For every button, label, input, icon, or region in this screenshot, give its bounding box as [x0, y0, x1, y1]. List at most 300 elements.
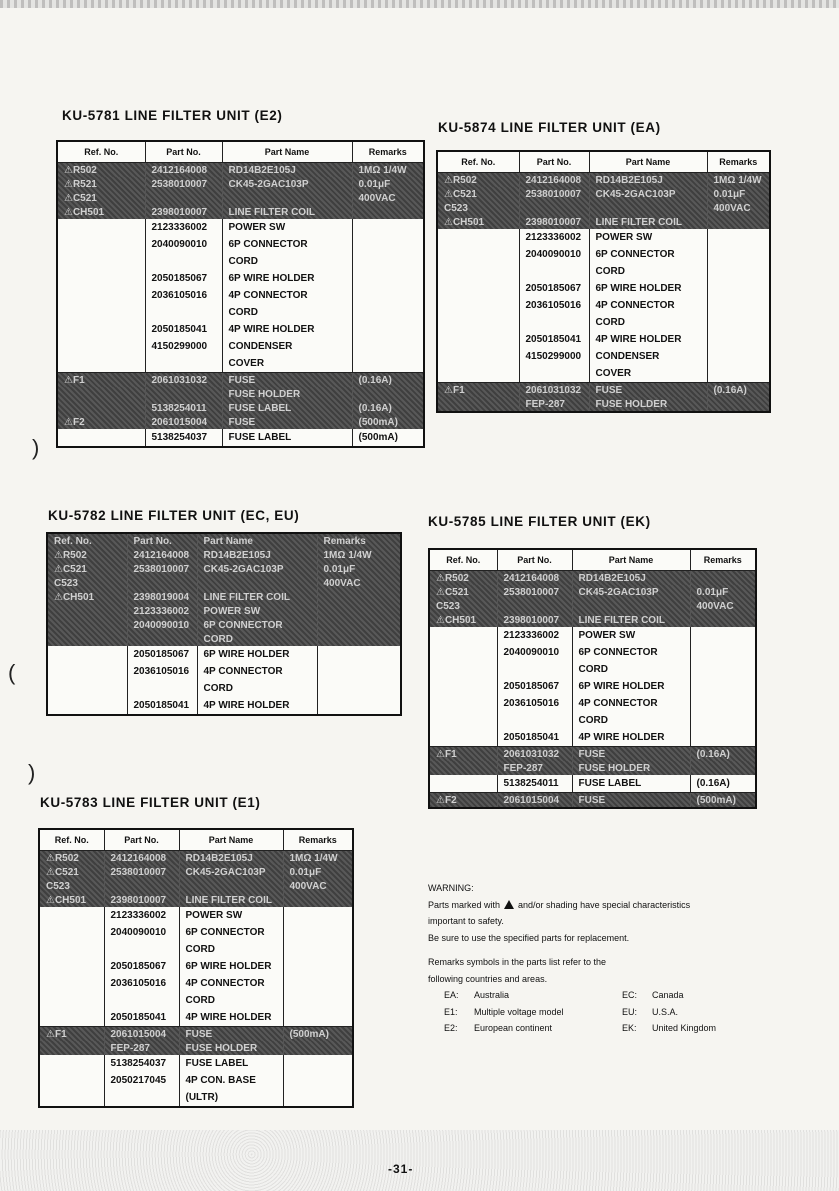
table-row [57, 270, 424, 287]
table-row [57, 304, 424, 321]
cell-ref: ⚠R502 [437, 173, 519, 188]
cell-part: 2398010007 [497, 613, 572, 627]
cell-remarks: (0.16A) [352, 373, 424, 388]
table-row [429, 585, 756, 599]
cell-ref [57, 429, 145, 447]
cell-name: 4P CONNECTOR [222, 287, 352, 304]
cell-part: 2538010007 [145, 177, 222, 191]
header-part: Part No. [104, 829, 179, 851]
cell-ref [47, 604, 127, 618]
cell-ref [429, 627, 497, 644]
margin-mark: ) [32, 435, 40, 460]
cell-part: 2123336002 [127, 604, 197, 618]
table-row [429, 695, 756, 712]
cell-remarks [690, 712, 756, 729]
safety-shaded-group [39, 1027, 353, 1056]
warning-heading: WARNING: [428, 883, 474, 893]
safety-shaded-group [39, 851, 353, 908]
cell-ref [57, 321, 145, 338]
cell-part: 2538010007 [104, 865, 179, 879]
cell-name: 6P WIRE HOLDER [589, 280, 707, 297]
table-row [429, 661, 756, 678]
cell-ref: ⚠R502 [47, 548, 127, 562]
cell-ref [39, 1009, 104, 1027]
cell-name: FUSE [222, 373, 352, 388]
cell-name: FUSE [179, 1027, 283, 1042]
parts-table [436, 150, 771, 413]
table-row [57, 236, 424, 253]
margin-mark: ) [28, 760, 36, 785]
cell-name: FUSE HOLDER [222, 387, 352, 401]
cell-part: 2050185041 [104, 1009, 179, 1027]
cell-ref [57, 355, 145, 373]
table-row [429, 712, 756, 729]
cell-remarks [707, 348, 770, 365]
cell-name: RD14B2E105J [572, 571, 690, 586]
parts-group [429, 775, 756, 793]
cell-ref [437, 280, 519, 297]
table-header-row [39, 829, 353, 851]
cell-ref [39, 907, 104, 924]
cell-ref: ⚠F1 [429, 747, 497, 762]
table-row [39, 975, 353, 992]
title-ku5781: KU-5781 LINE FILTER UNIT (E2) [62, 108, 283, 123]
table-row [57, 338, 424, 355]
safety-shaded-group [437, 383, 770, 413]
table-row [429, 613, 756, 627]
cell-part: 2123336002 [145, 219, 222, 236]
cell-name: CK45-2GAC103P [222, 177, 352, 191]
cell-part: 2398010007 [104, 893, 179, 907]
cell-name: FUSE LABEL [222, 401, 352, 415]
cell-ref [429, 644, 497, 661]
table-row [57, 373, 424, 388]
cell-part: 2036105016 [497, 695, 572, 712]
safety-shaded-group [429, 747, 756, 776]
cell-remarks [283, 907, 353, 924]
cell-ref [47, 618, 127, 632]
cell-remarks: 1MΩ 1/4W [317, 548, 401, 562]
cell-part: 2040090010 [145, 236, 222, 253]
cell-remarks [283, 941, 353, 958]
cell-ref [437, 229, 519, 246]
warning-line5: following countries and areas. [428, 973, 548, 984]
cell-name: POWER SW [572, 627, 690, 644]
table-row [429, 729, 756, 747]
cell-remarks [283, 975, 353, 992]
cell-remarks [707, 246, 770, 263]
cell-part: 2040090010 [104, 924, 179, 941]
cell-ref [437, 314, 519, 331]
cell-ref [437, 297, 519, 314]
cell-ref: ⚠C521 [47, 562, 127, 576]
cell-part: 2050185067 [497, 678, 572, 695]
table-row [57, 415, 424, 429]
header-part: Part No. [519, 151, 589, 173]
table-row [57, 287, 424, 304]
table-row [57, 219, 424, 236]
cell-name: 6P WIRE HOLDER [179, 958, 283, 975]
safety-shaded-group [57, 163, 424, 220]
table-header-row [437, 151, 770, 173]
cell-name: 6P CONNECTOR [572, 644, 690, 661]
cell-ref: ⚠R521 [57, 177, 145, 191]
cell-name: FUSE [572, 793, 690, 809]
table-row [57, 163, 424, 178]
cell-ref: ⚠CH501 [57, 205, 145, 219]
cell-remarks [283, 958, 353, 975]
cell-name: 6P CONNECTOR [197, 618, 317, 632]
table-row [57, 401, 424, 415]
cell-remarks: 1MΩ 1/4W [283, 851, 353, 866]
table-row [47, 680, 401, 697]
cell-ref [57, 236, 145, 253]
cell-part: 2398010007 [519, 215, 589, 229]
cell-name [572, 599, 690, 613]
cell-name: CORD [589, 314, 707, 331]
cell-ref [437, 246, 519, 263]
legend-name: United Kingdom [652, 1023, 717, 1033]
cell-part: 2036105016 [519, 297, 589, 314]
cell-ref [39, 958, 104, 975]
cell-name: RD14B2E105J [589, 173, 707, 188]
cell-name: CORD [179, 941, 283, 958]
cell-remarks [690, 695, 756, 712]
cell-part: 4150299000 [145, 338, 222, 355]
cell-name: CK45-2GAC103P [179, 865, 283, 879]
cell-part: 2040090010 [127, 618, 197, 632]
header-remarks: Remarks [690, 549, 756, 571]
cell-ref: Ref. No. [47, 533, 127, 548]
margin-mark: ( [8, 660, 16, 685]
cell-name: CK45-2GAC103P [572, 585, 690, 599]
cell-name: POWER SW [222, 219, 352, 236]
table-row [437, 365, 770, 383]
table-row [437, 331, 770, 348]
cell-remarks [707, 314, 770, 331]
table-row [39, 865, 353, 879]
table-row [39, 958, 353, 975]
cell-ref [57, 270, 145, 287]
cell-part: 2123336002 [104, 907, 179, 924]
cell-part [145, 304, 222, 321]
cell-ref [429, 661, 497, 678]
table-row [437, 383, 770, 398]
cell-remarks [690, 644, 756, 661]
cell-remarks: 400VAC [707, 201, 770, 215]
cell-name: CORD [222, 253, 352, 270]
cell-part: 2061031032 [519, 383, 589, 398]
cell-part: 2412164008 [127, 548, 197, 562]
cell-name: 6P WIRE HOLDER [572, 678, 690, 695]
cell-ref [429, 695, 497, 712]
cell-remarks [690, 627, 756, 644]
cell-name: CORD [589, 263, 707, 280]
table-row [39, 893, 353, 907]
cell-ref: C523 [429, 599, 497, 613]
cell-remarks [283, 1009, 353, 1027]
table-row [57, 253, 424, 270]
table-row [39, 1041, 353, 1055]
table-row [57, 387, 424, 401]
cell-remarks: (0.16A) [707, 383, 770, 398]
table-row [39, 924, 353, 941]
parts-group [57, 219, 424, 373]
cell-remarks: 400VAC [690, 599, 756, 613]
cell-remarks [283, 1089, 353, 1107]
cell-remarks [352, 321, 424, 338]
header-name: Part Name [179, 829, 283, 851]
cell-remarks: (500mA) [283, 1027, 353, 1042]
table-row [437, 187, 770, 201]
cell-part [497, 661, 572, 678]
cell-remarks [352, 287, 424, 304]
cell-remarks [283, 924, 353, 941]
legend-name: Canada [652, 990, 684, 1000]
table-row [429, 678, 756, 695]
cell-ref: ⚠CH501 [429, 613, 497, 627]
cell-remarks [317, 646, 401, 663]
warning-box [428, 880, 768, 1037]
cell-ref [47, 697, 127, 715]
cell-name: 4P WIRE HOLDER [589, 331, 707, 348]
safety-shaded-group [47, 533, 401, 646]
cell-remarks [352, 338, 424, 355]
cell-name: CONDENSER [222, 338, 352, 355]
legend-code: E1: [444, 1006, 458, 1017]
cell-ref: ⚠C521 [57, 191, 145, 205]
cell-remarks [283, 1041, 353, 1055]
cell-name: FUSE LABEL [572, 775, 690, 793]
cell-part: 2412164008 [145, 163, 222, 178]
cell-ref: ⚠C521 [429, 585, 497, 599]
cell-part: 2061015004 [145, 415, 222, 429]
safety-shaded-group [429, 793, 756, 809]
scan-edge-top [0, 0, 839, 8]
cell-remarks [317, 697, 401, 715]
parts-group [39, 907, 353, 1027]
table-row [39, 1009, 353, 1027]
cell-part [497, 712, 572, 729]
cell-remarks [283, 992, 353, 1009]
cell-part: 2050185041 [145, 321, 222, 338]
cell-part: FEP-287 [104, 1041, 179, 1055]
table-row [437, 215, 770, 229]
cell-remarks [352, 270, 424, 287]
cell-name: LINE FILTER COIL [179, 893, 283, 907]
cell-part: FEP-287 [497, 761, 572, 775]
legend-code: EC: [622, 990, 638, 1000]
table-row [429, 599, 756, 613]
country-legend [444, 987, 768, 1037]
cell-name: CORD [222, 304, 352, 321]
cell-part [104, 1089, 179, 1107]
cell-name: CORD [197, 632, 317, 646]
legend-code: EK: [622, 1023, 637, 1033]
legend-code: EU: [622, 1006, 638, 1017]
cell-ref [39, 975, 104, 992]
cell-ref [429, 761, 497, 775]
header-part: Part No. [145, 141, 222, 163]
table-header-row [57, 141, 424, 163]
cell-name: 4P WIRE HOLDER [222, 321, 352, 338]
cell-ref [39, 1072, 104, 1089]
table-row [57, 205, 424, 219]
cell-ref [47, 632, 127, 646]
table-row [47, 533, 401, 548]
cell-remarks: 1MΩ 1/4W [707, 173, 770, 188]
header-name: Part Name [222, 141, 352, 163]
parts-group [47, 646, 401, 715]
header-ref: Ref. No. [429, 549, 497, 571]
parts-table [56, 140, 425, 448]
table-row [47, 548, 401, 562]
cell-part [519, 263, 589, 280]
cell-name: LINE FILTER COIL [222, 205, 352, 219]
cell-name: CORD [179, 992, 283, 1009]
cell-part: 2538010007 [519, 187, 589, 201]
title-ku5782: KU-5782 LINE FILTER UNIT (EC, EU) [48, 508, 300, 523]
cell-part [497, 599, 572, 613]
cell-remarks [352, 253, 424, 270]
cell-name: CONDENSER [589, 348, 707, 365]
cell-remarks [707, 331, 770, 348]
cell-part: 2061015004 [497, 793, 572, 809]
cell-part: 2050185041 [519, 331, 589, 348]
cell-name: CORD [197, 680, 317, 697]
cell-remarks [690, 678, 756, 695]
cell-remarks [707, 263, 770, 280]
table-row [47, 663, 401, 680]
cell-name: 4P CON. BASE [179, 1072, 283, 1089]
header-remarks: Remarks [283, 829, 353, 851]
cell-part: 2050217045 [104, 1072, 179, 1089]
cell-remarks [317, 680, 401, 697]
cell-remarks: (500mA) [352, 415, 424, 429]
cell-remarks [690, 761, 756, 775]
cell-name: FUSE [589, 383, 707, 398]
cell-remarks: 0.01μF [352, 177, 424, 191]
cell-ref [437, 263, 519, 280]
cell-ref [437, 365, 519, 383]
table-row [429, 793, 756, 809]
warning-line3: Be sure to use the specified parts for replacement. [428, 932, 630, 943]
cell-remarks [690, 729, 756, 747]
table-header-row [429, 549, 756, 571]
parts-table [428, 548, 757, 809]
cell-remarks [317, 590, 401, 604]
cell-ref: ⚠F2 [57, 415, 145, 429]
cell-ref: ⚠F2 [429, 793, 497, 809]
title-ku5785: KU-5785 LINE FILTER UNIT (EK) [428, 514, 651, 529]
cell-remarks [707, 229, 770, 246]
cell-name: 6P CONNECTOR [179, 924, 283, 941]
cell-remarks [283, 1072, 353, 1089]
cell-name: POWER SW [197, 604, 317, 618]
cell-name: FUSE [222, 415, 352, 429]
cell-ref: ⚠CH501 [437, 215, 519, 229]
cell-remarks: 400VAC [352, 191, 424, 205]
header-ref: Ref. No. [39, 829, 104, 851]
table-row [39, 992, 353, 1009]
cell-remarks [707, 365, 770, 383]
cell-ref [39, 1055, 104, 1072]
cell-name: FUSE LABEL [222, 429, 352, 447]
cell-name: RD14B2E105J [197, 548, 317, 562]
cell-remarks [352, 355, 424, 373]
cell-ref [429, 775, 497, 793]
table-row [437, 297, 770, 314]
legend-code: E2: [444, 1023, 458, 1033]
cell-remarks [352, 219, 424, 236]
cell-remarks [707, 397, 770, 412]
table-row [57, 321, 424, 338]
cell-ref: ⚠R502 [39, 851, 104, 866]
header-name: Part Name [589, 151, 707, 173]
cell-name [222, 191, 352, 205]
cell-part: 2061031032 [145, 373, 222, 388]
cell-part [104, 941, 179, 958]
warning-triangle-icon [504, 900, 514, 909]
cell-remarks [707, 215, 770, 229]
cell-name: COVER [589, 365, 707, 383]
cell-remarks [690, 613, 756, 627]
cell-part [145, 191, 222, 205]
table-row [57, 177, 424, 191]
legend-name: Australia [474, 990, 510, 1000]
cell-name: LINE FILTER COIL [589, 215, 707, 229]
cell-name: FUSE LABEL [179, 1055, 283, 1072]
cell-name: (ULTR) [179, 1089, 283, 1107]
cell-name: Part Name [197, 533, 317, 548]
table-row [39, 1089, 353, 1107]
cell-ref: ⚠R502 [57, 163, 145, 178]
parts-group [39, 1055, 353, 1107]
legend-name: Multiple voltage model [474, 1006, 564, 1017]
table-row [429, 775, 756, 793]
cell-part: 2398019004 [127, 590, 197, 604]
cell-ref: ⚠C521 [437, 187, 519, 201]
table-row [57, 355, 424, 373]
cell-name: 4P WIRE HOLDER [572, 729, 690, 747]
cell-part: 2050185041 [497, 729, 572, 747]
cell-part [145, 387, 222, 401]
cell-name: POWER SW [179, 907, 283, 924]
cell-part: 2412164008 [104, 851, 179, 866]
cell-part: 2538010007 [127, 562, 197, 576]
cell-name: RD14B2E105J [222, 163, 352, 178]
cell-name: LINE FILTER COIL [197, 590, 317, 604]
cell-part [519, 365, 589, 383]
cell-name: POWER SW [589, 229, 707, 246]
cell-ref [429, 678, 497, 695]
cell-name: 4P CONNECTOR [572, 695, 690, 712]
parts-table [38, 828, 354, 1108]
cell-ref [57, 287, 145, 304]
safety-shaded-group [57, 373, 424, 430]
cell-part [519, 201, 589, 215]
cell-ref [39, 924, 104, 941]
cell-name: 4P CONNECTOR [179, 975, 283, 992]
table-row [429, 761, 756, 775]
header-part: Part No. [497, 549, 572, 571]
cell-ref [39, 992, 104, 1009]
cell-ref [39, 941, 104, 958]
cell-part: 2036105016 [104, 975, 179, 992]
cell-remarks [317, 632, 401, 646]
cell-part: 5138254011 [497, 775, 572, 793]
cell-part [519, 314, 589, 331]
